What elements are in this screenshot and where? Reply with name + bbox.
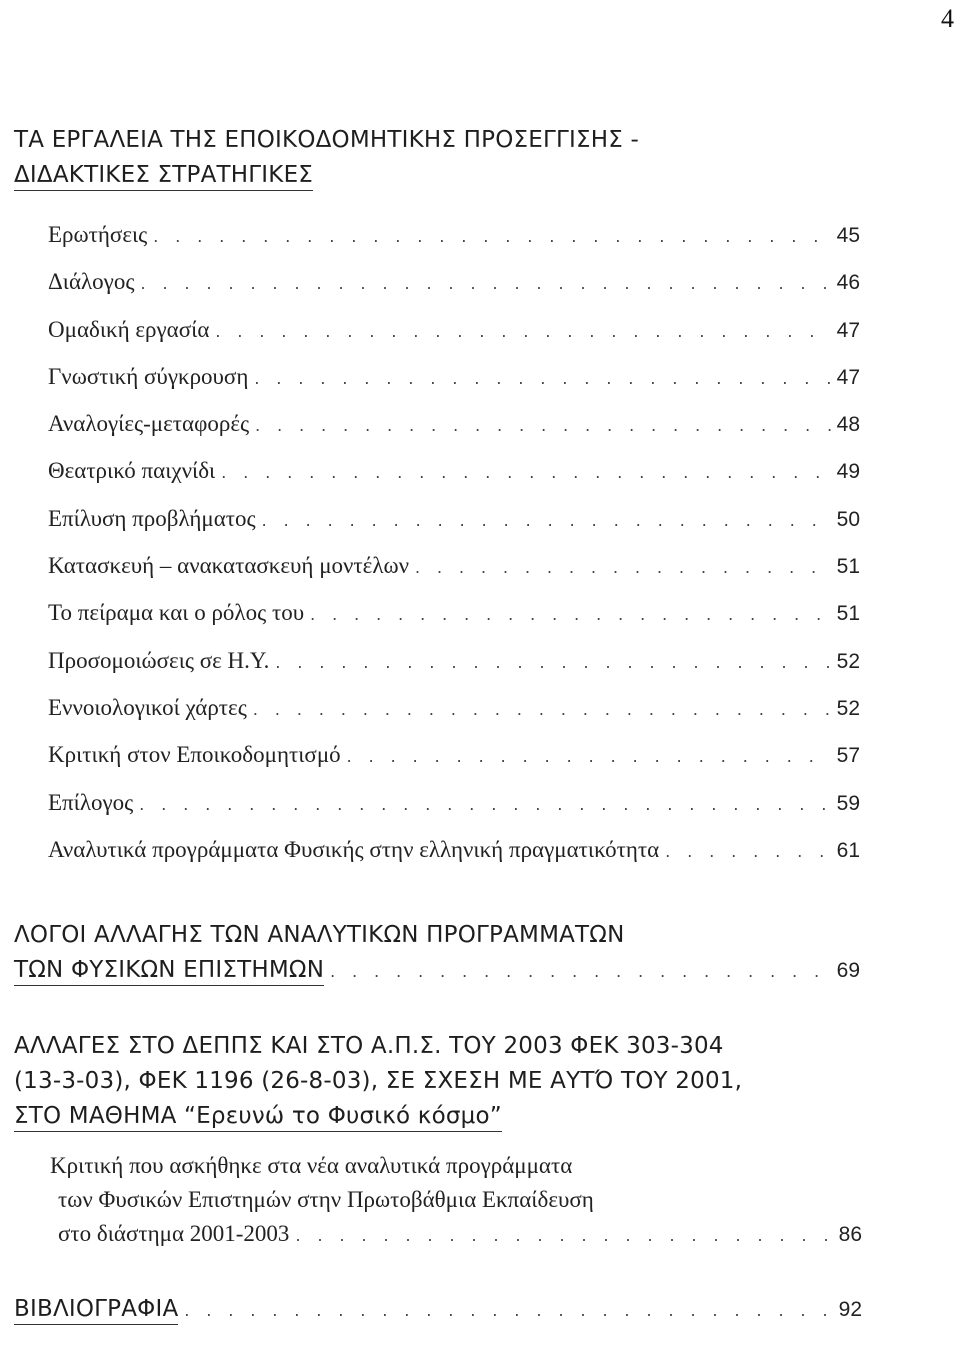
toc-entry-title: Θεατρικό παιχνίδι: [48, 458, 216, 484]
toc-entry[interactable]: [48, 411, 860, 458]
heading-line: ΔΙΔΑΚΤΙΚΕΣ ΣΤΡΑΤΗΓΙΚΕΣ: [14, 162, 313, 191]
toc-list-tools: [48, 222, 860, 884]
toc-entry-title: Αναλογίες-μεταφορές: [48, 411, 250, 437]
toc-entry-page: 51: [836, 555, 860, 579]
toc-entry-title: Διάλογος: [48, 269, 135, 295]
toc-entry[interactable]: [48, 553, 860, 600]
toc-entry-title: Επίλυση προβλήματος: [48, 505, 256, 531]
toc-entry-title: Το πείραμα και ο ρόλος του: [48, 600, 305, 626]
toc-entry-title: Προσομοιώσεις σε Η.Υ.: [48, 647, 270, 673]
toc-entry-title: Επίλογος: [48, 789, 134, 815]
toc-entry-title: Κριτική στον Εποικοδομητισμό: [48, 742, 341, 768]
toc-entry-page: 61: [836, 838, 860, 862]
toc-entry-critique[interactable]: [50, 1149, 862, 1252]
heading-line: ΤΑ ΕΡΓΑΛΕΙΑ ΤΗΣ ΕΠΟΙΚΟΔΟΜΗΤΙΚΗΣ ΠΡΟΣΕΓΓΙΣΗΣ -: [14, 127, 639, 153]
toc-entry[interactable]: [48, 269, 860, 316]
toc-entry-title: Ερωτήσεις: [48, 222, 148, 247]
dot-leader: [347, 746, 831, 767]
toc-entry-page: 52: [836, 696, 860, 720]
toc-entry-page: 46: [836, 271, 860, 295]
toc-entry-page: 50: [836, 507, 860, 531]
toc-entry[interactable]: [48, 317, 860, 364]
toc-entry-page: 51: [836, 602, 860, 626]
toc-entry[interactable]: [48, 222, 860, 269]
dot-leader: [255, 415, 831, 436]
toc-entry[interactable]: [48, 458, 860, 505]
toc-entry[interactable]: [48, 742, 860, 789]
toc-entry-title: στο διάστημα 2001-2003: [58, 1221, 290, 1246]
dot-leader: [254, 368, 830, 389]
dot-leader: [310, 604, 831, 625]
section-heading-bibliography: ΒΙΒΛΙΟΓΡΑΦΙΑ: [14, 1296, 178, 1325]
dot-leader: [330, 961, 831, 982]
dot-leader: [184, 1300, 832, 1321]
dot-leader: [140, 273, 830, 294]
toc-entry-title: Εννοιολογικοί χάρτες: [48, 694, 247, 720]
section-heading-changes: [14, 1029, 742, 1134]
page-number: 4: [941, 4, 954, 33]
toc-entry-page: 48: [836, 413, 860, 437]
heading-line: ΤΩΝ ΦΥΣΙΚΩΝ ΕΠΙΣΤΗΜΩΝ: [14, 957, 324, 986]
toc-entry[interactable]: [48, 364, 860, 411]
toc-entry-title: Κριτική που ασκήθηκε στα νέα αναλυτικά προγράμματα: [50, 1153, 573, 1178]
dot-leader: [215, 321, 830, 342]
dot-leader: [295, 1218, 832, 1252]
toc-entry[interactable]: [48, 837, 860, 884]
toc-entry-title: Κατασκευή – ανακατασκευή μοντέλων: [48, 553, 410, 579]
toc-entry[interactable]: [48, 695, 860, 742]
heading-line: ΑΛΛΑΓΕΣ ΣΤΟ ΔΕΠΠΣ ΚΑΙ ΣΤΟ Α.Π.Σ. ΤΟΥ 2003 ΦΕΚ 303-304: [14, 1033, 724, 1059]
section-heading-reasons: [14, 918, 624, 953]
toc-entry-page: 47: [836, 318, 860, 342]
dot-leader: [253, 699, 831, 720]
dot-leader: [221, 462, 830, 483]
heading-line: ΣΤΟ ΜΑΘΗΜΑ “Ερευνώ το Φυσικό κόσμο”: [14, 1103, 502, 1132]
toc-entry-page: 59: [836, 791, 860, 815]
toc-entry-title: Ομαδική εργασία: [48, 316, 210, 342]
heading-line: (13-3-03), ΦΕΚ 1196 (26-8-03), ΣΕ ΣΧΕΣΗ ΜΕ ΑΥΤΌ ΤΟΥ 2001,: [14, 1068, 743, 1094]
toc-entry-title: Αναλυτικά προγράμματα Φυσικής στην ελληνική πραγματικότητα: [48, 836, 660, 862]
toc-entry-page: 45: [836, 224, 860, 247]
toc-entry-page: 47: [836, 365, 860, 389]
dot-leader: [139, 794, 830, 815]
dot-leader: [262, 510, 831, 531]
dot-leader: [153, 226, 830, 247]
toc-entry-page: 49: [836, 460, 860, 484]
toc-entry[interactable]: [48, 600, 860, 647]
dot-leader: [665, 841, 830, 862]
toc-entry[interactable]: [48, 506, 860, 553]
toc-entry[interactable]: [48, 648, 860, 695]
toc-entry-page: 92: [838, 1298, 862, 1321]
toc-entry-page: 57: [836, 744, 860, 768]
toc-entry-title: των Φυσικών Επιστημών στην Πρωτοβάθμια Εκπαίδευση: [58, 1187, 594, 1212]
toc-entry-page: 52: [836, 649, 860, 673]
toc-entry-reasons[interactable]: [14, 953, 860, 988]
heading-line: ΛΟΓΟΙ ΑΛΛΑΓΗΣ ΤΩΝ ΑΝΑΛΥΤΙΚΩΝ ΠΡΟΓΡΑΜΜΑΤΩΝ: [14, 922, 625, 948]
section-heading-tools: [14, 123, 639, 193]
dot-leader: [275, 652, 830, 673]
toc-entry[interactable]: [48, 790, 860, 837]
toc-entry-title: Γνωστική σύγκρουση: [48, 363, 249, 389]
toc-entry-page: 69: [836, 959, 860, 982]
dot-leader: [415, 557, 831, 578]
toc-entry-page: 86: [838, 1223, 862, 1246]
toc-entry-bibliography[interactable]: [14, 1292, 862, 1327]
